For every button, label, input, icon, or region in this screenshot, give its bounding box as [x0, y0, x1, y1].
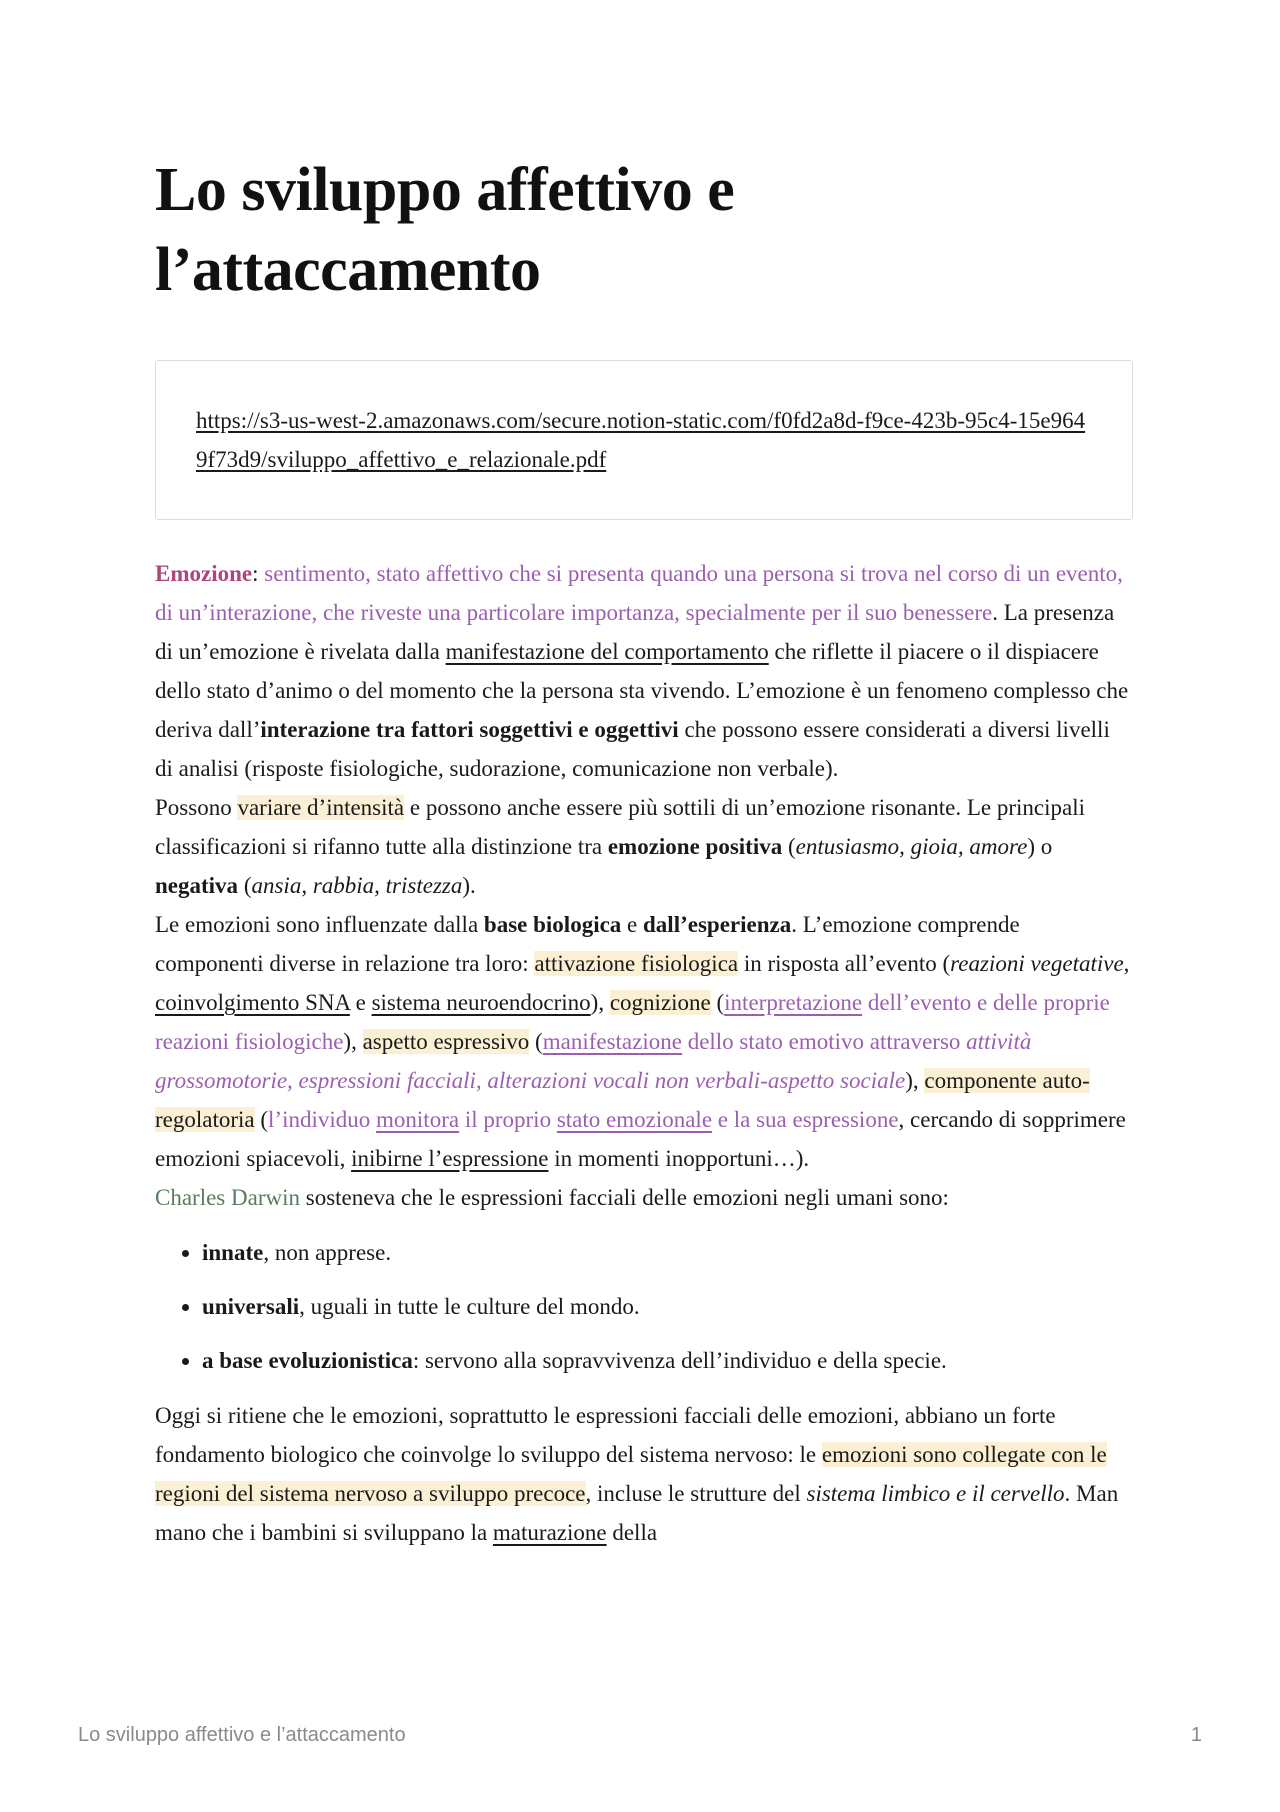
list-item: • a base evoluzionistica: servono alla sopravvivenza dell’individuo e della specie. [202, 1341, 1133, 1380]
page-title: Lo sviluppo affettivo e l’attaccamento [155, 156, 735, 304]
paragraph-oggi: Oggi si ritiene che le emozioni, soprattutto le espressioni facciali delle emozioni, abbiano un forte fondamento biologico che coinvolge lo sviluppo del sistema nervoso: le emozioni sono collegate con le regioni del sistema nervoso a sviluppo precoce, incluse le strutture del sistema limbico e il cervello. Man mano che i bambini si sviluppano la maturazione della [155, 1403, 1119, 1545]
page-footer [78, 1724, 1202, 1754]
list-item: • universali, uguali in tutte le culture del mondo. [202, 1287, 1133, 1326]
definition-text: sentimento, stato affettivo che si presenta quando una persona si trova nel corso di un evento, di un’interazione, che riveste una particolare importanza, specialmente per il suo benessere [155, 561, 1123, 625]
list-item: • innate, non apprese. [202, 1233, 1133, 1272]
paragraph-darwin: Charles Darwin sosteneva che le espressioni facciali delle emozioni negli umani sono: [155, 1185, 949, 1210]
highlight-text: variare d’intensità [237, 795, 405, 820]
term-emozione: Emozione [155, 561, 253, 586]
page-number: 1 [1190, 1724, 1202, 1746]
paragraph-intensita: Possono variare d’intensità e possono anche essere più sottili di un’emozione risonante. Le principali classificazioni si rifanno tutte alla distinzione tra emozione positiva (entusiasmo, gioia, amore) o negativa (ansia, rabbia, tristezza). [155, 795, 1085, 898]
pdf-link[interactable]: https://s3-us-west-2.amazonaws.com/secure.notion-static.com/f0fd2a8d-f9ce-423b-95c4-15e9649f73d9/sviluppo_affettivo_e_relazionale.pdf [196, 408, 1086, 472]
bullet-list [155, 1233, 1133, 1380]
footer-title: Lo sviluppo affettivo e l’attaccamento [78, 1724, 406, 1746]
darwin-name: Charles Darwin [155, 1185, 300, 1210]
paragraph-emozione: Emozione: sentimento, stato affettivo che si presenta quando una persona si trova nel corso di un evento, di un’interazione, che riveste una particolare importanza, specialmente per il suo benessere. La presenza di un’emozione è rivelata dalla manifestazione del comportamento che riflette il piacere o il dispiacere dello stato d’animo o del momento che la persona sta vivendo. L’emozione è un fenomeno complesso che deriva dall’interazione tra fattori soggettivi e oggettivi che possono essere considerati a diversi livelli di analisi (risposte fisiologiche, sudorazione, comunicazione non verbale). [155, 561, 1129, 781]
file-link-block [155, 360, 1133, 520]
paragraph-componenti: Le emozioni sono influenzate dalla base biologica e dall’esperienza. L’emozione comprende componenti diverse in relazione tra loro: attivazione fisiologica in risposta all’evento (reazioni vegetative, coinvolgimento SNA e sistema neuroendocrino), cognizione (interpretazione dell’evento e delle proprie reazioni fisiologiche), aspetto espressivo (manifestazione dello stato emotivo attraverso attività grossomotorie, espressioni facciali, alterazioni vocali non verbali-aspetto sociale), componente auto-regolatoria (l’individuo monitora il proprio stato emozionale e la sua espressione, cercando di sopprimere emozioni spiacevoli, inibirne l’espressione in momenti inopportuni…). [155, 912, 1130, 1171]
document-body [155, 554, 1133, 1552]
document-page [155, 150, 1133, 1552]
